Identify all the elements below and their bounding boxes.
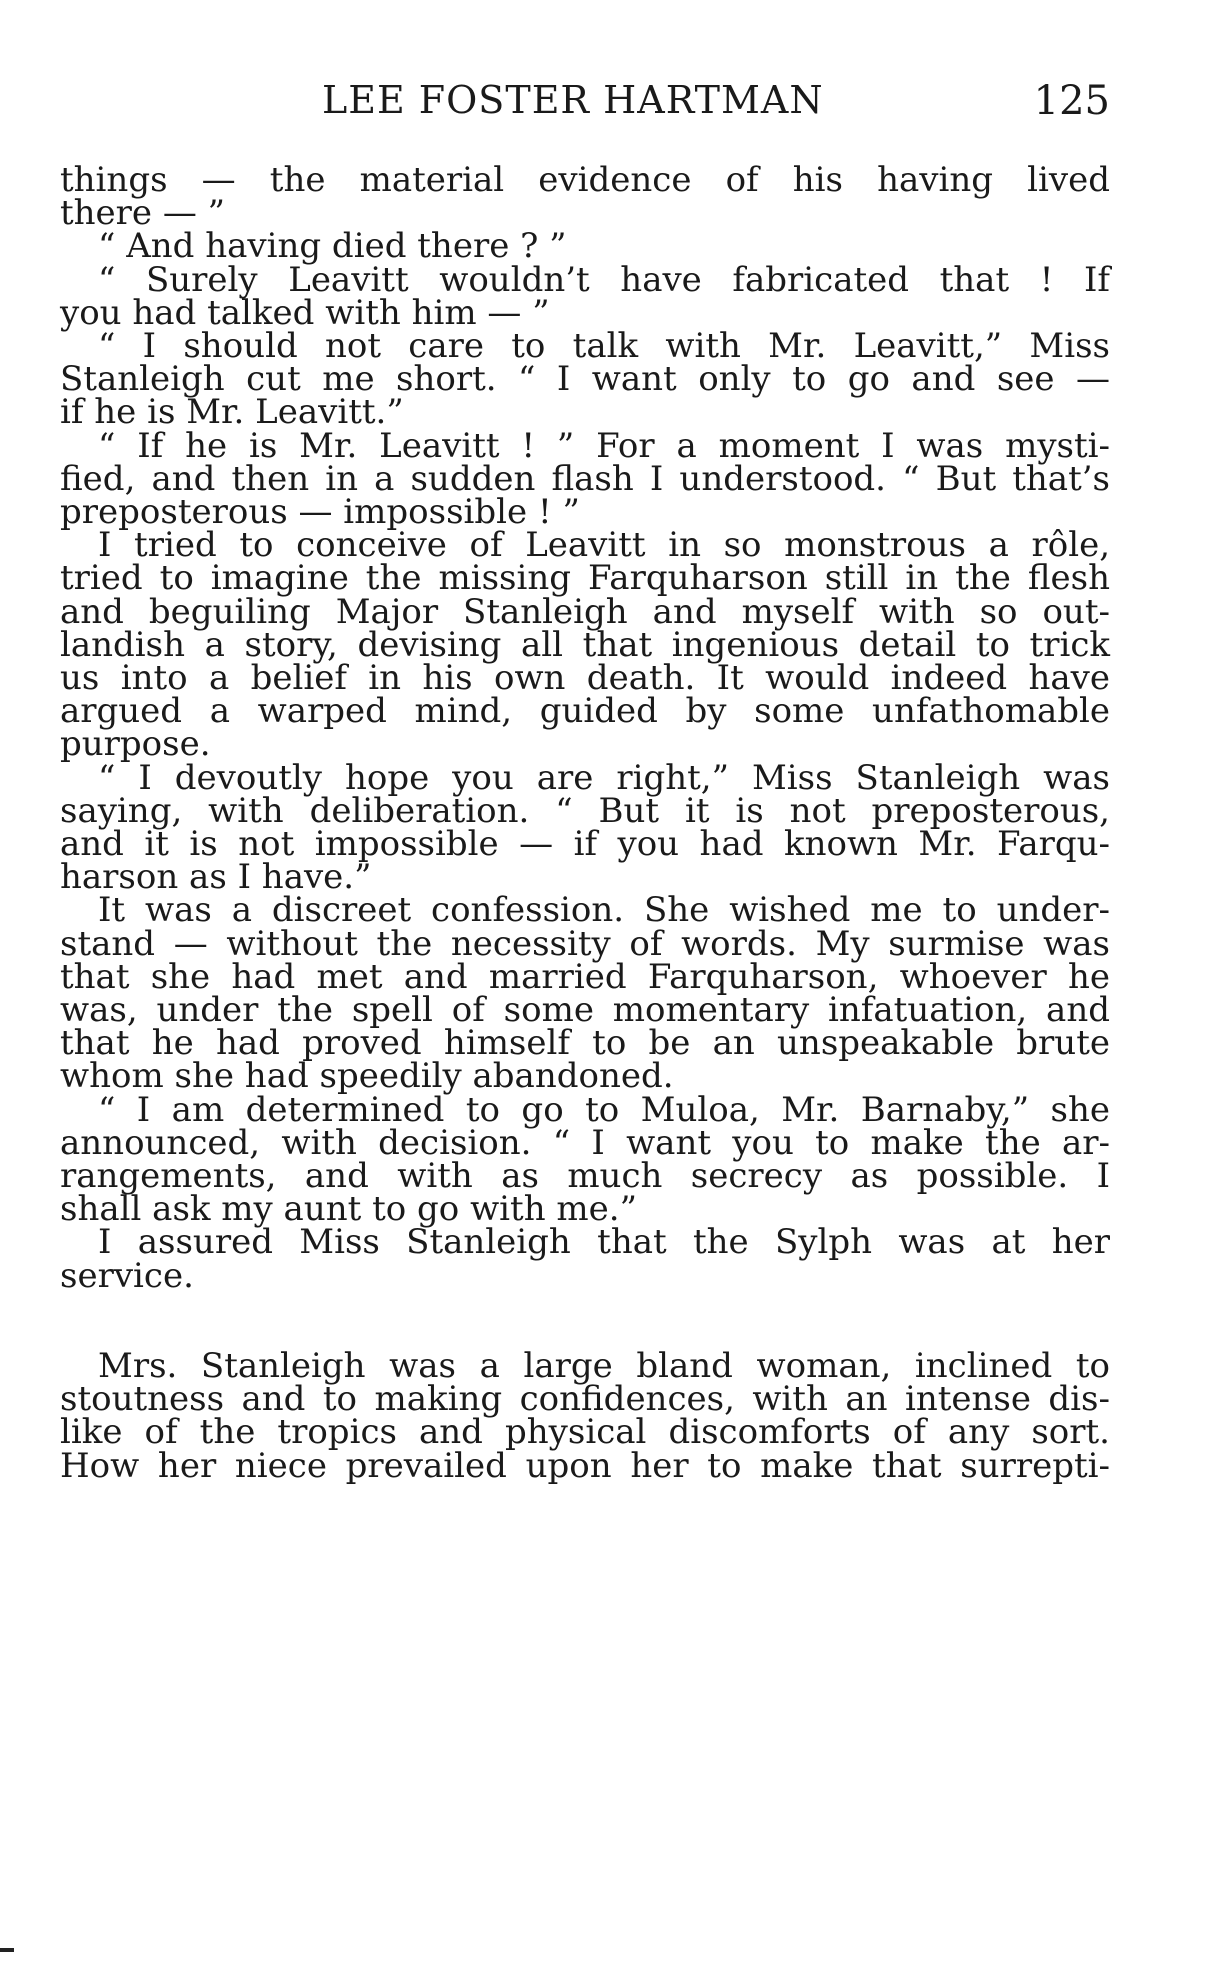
text-line: that he had proved himself to be an unspeakable brute — [60, 1023, 1110, 1063]
text-line: if he is Mr. Leavitt.” — [60, 392, 404, 432]
text-line: whom she had speedily abandoned. — [60, 1056, 674, 1096]
text-line: argued a warped mind, guided by some unfathomable — [60, 691, 1110, 731]
text-line: “ If he is Mr. Leavitt ! ” For a moment I was mysti- — [98, 426, 1110, 466]
text-line: rangements, and with as much secrecy as possible. I — [60, 1156, 1110, 1196]
text-line: shall ask my aunt to go with me.” — [60, 1189, 637, 1229]
text-line: Stanleigh cut me short. “ I want only to go and see — — [60, 359, 1110, 399]
text-line: “ I am determined to go to Muloa, Mr. Barnaby,” she — [98, 1090, 1110, 1130]
page-number: 125 — [1033, 78, 1110, 124]
text-line: landish a story, devising all that ingenious detail to trick — [60, 625, 1110, 665]
text-line: “ Surely Leavitt wouldn’t have fabricated that ! If — [98, 260, 1110, 300]
text-line: purpose. — [60, 724, 211, 764]
text-line: tried to imagine the missing Farquharson still in the flesh — [60, 558, 1110, 598]
text-line: that she had met and married Farquharson, whoever he — [60, 957, 1110, 997]
text-line: there — ” — [60, 193, 226, 233]
text-line: was, under the spell of some momentary infatuation, and — [60, 990, 1110, 1030]
text-line: How her niece prevailed upon her to make that surrepti- — [60, 1446, 1110, 1486]
text-line: and it is not impossible — if you had known Mr. Farqu- — [60, 824, 1110, 864]
text-line: “ I should not care to talk with Mr. Leavitt,” Miss — [98, 326, 1110, 366]
text-line: fied, and then in a sudden flash I understood. “ But that’s — [60, 459, 1110, 499]
text-line: like of the tropics and physical discomforts of any sort. — [60, 1412, 1110, 1452]
text-line: “ I devoutly hope you are right,” Miss Stanleigh was — [98, 758, 1110, 798]
text-line: you had talked with him — ” — [60, 293, 550, 333]
page-corner-mark — [0, 1948, 14, 1952]
text-line: things — the material evidence of his having lived — [60, 160, 1110, 200]
text-line: It was a discreet confession. She wished me to under- — [98, 890, 1110, 930]
text-line: stand — without the necessity of words. My surmise was — [60, 924, 1110, 964]
text-line: preposterous — impossible ! ” — [60, 492, 580, 532]
text-line: service. — [60, 1256, 194, 1296]
text-line: I tried to conceive of Leavitt in so monstrous a rôle, — [98, 525, 1110, 565]
text-line: stoutness and to making confidences, with an intense dis- — [60, 1379, 1110, 1419]
text-line: “ And having died there ? ” — [98, 226, 567, 266]
text-line: Mrs. Stanleigh was a large bland woman, inclined to — [98, 1346, 1110, 1386]
text-line: announced, with decision. “ I want you to make the ar- — [60, 1123, 1110, 1163]
text-line: saying, with deliberation. “ But it is not preposterous, — [60, 791, 1110, 831]
running-title: LEE FOSTER HARTMAN — [322, 78, 824, 122]
text-line: I assured Miss Stanleigh that the Sylph was at her — [98, 1222, 1110, 1262]
text-line: us into a belief in his own death. It would indeed have — [60, 658, 1110, 698]
running-head — [60, 78, 1110, 128]
text-line: harson as I have.” — [60, 857, 372, 897]
text-line: and beguiling Major Stanleigh and myself with so out- — [60, 592, 1110, 632]
